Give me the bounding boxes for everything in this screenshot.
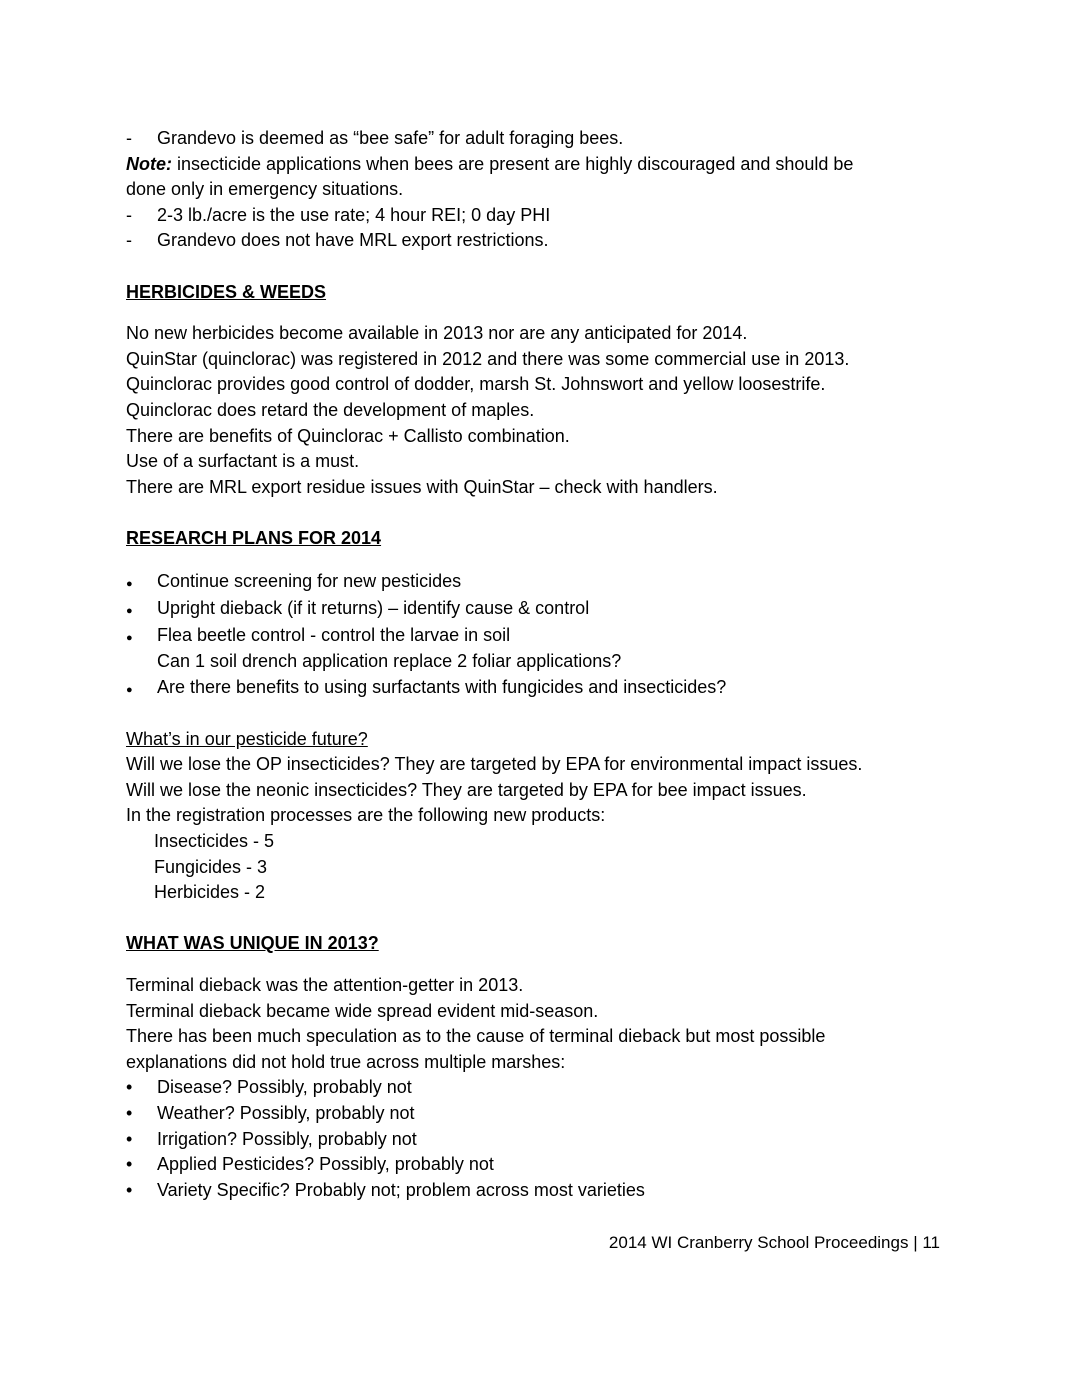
unique-item bbox=[126, 1101, 926, 1127]
mrl-item bbox=[126, 228, 926, 254]
herbicides-line: Quinclorac provides good control of dodder, marsh St. Johnswort and yellow loosestrife. bbox=[126, 374, 826, 395]
bullet-marker: • bbox=[126, 1179, 133, 1200]
herbicides-line: There are benefits of Quinclorac + Callisto combination. bbox=[126, 425, 570, 446]
dash-marker: - bbox=[126, 128, 132, 148]
research-item-text: Upright dieback (if it returns) – identify cause & control bbox=[157, 597, 590, 618]
research-item-continuation: Can 1 soil drench application replace 2 foliar applications? bbox=[157, 650, 622, 671]
bullet-marker: • bbox=[126, 1103, 133, 1123]
bullet-marker: • bbox=[126, 1128, 133, 1149]
research-item bbox=[126, 622, 926, 649]
future-line: Will we lose the neonic insecticides? They are targeted by EPA for bee impact issues. bbox=[126, 779, 807, 800]
bee-safe-text: Grandevo is deemed as “bee safe” for adult foraging bees. bbox=[157, 128, 624, 148]
future-line: Will we lose the OP insecticides? They are targeted by EPA for environmental impact issues. bbox=[126, 754, 863, 775]
bullet-marker: ● bbox=[126, 577, 133, 590]
product-count: Fungicides - 3 bbox=[154, 856, 268, 877]
research-item-text: Flea beetle control - control the larvae in soil bbox=[157, 624, 511, 645]
footer-separator: | bbox=[908, 1233, 923, 1252]
research-heading: RESEARCH PLANS FOR 2014 bbox=[126, 527, 382, 548]
unique-item bbox=[126, 1127, 926, 1153]
bullet-marker: ● bbox=[126, 684, 133, 697]
dash-marker: - bbox=[126, 204, 132, 225]
note-text: insecticide applications when bees are present are highly discouraged and should be bbox=[172, 153, 854, 174]
unique-line: Terminal dieback became wide spread evident mid-season. bbox=[126, 1000, 599, 1021]
research-item-text: Continue screening for new pesticides bbox=[157, 570, 462, 591]
unique-item bbox=[126, 1152, 926, 1178]
unique-line: explanations did not hold true across multiple marshes: bbox=[126, 1051, 566, 1072]
unique-item bbox=[126, 1075, 926, 1101]
research-item bbox=[126, 568, 926, 595]
mrl-text: Grandevo does not have MRL export restrictions. bbox=[157, 230, 549, 251]
dash-marker: - bbox=[126, 230, 132, 251]
bee-safe-item bbox=[126, 126, 926, 152]
unique-item-text: Disease? Possibly, probably not bbox=[157, 1077, 412, 1098]
footer-title: 2014 WI Cranberry School Proceedings bbox=[608, 1233, 909, 1252]
product-count: Insecticides - 5 bbox=[154, 831, 275, 852]
unique-line: There has been much speculation as to the cause of terminal dieback but most possible bbox=[126, 1026, 826, 1047]
herbicides-line: Quinclorac does retard the development of maples. bbox=[126, 399, 535, 420]
product-count: Herbicides - 2 bbox=[154, 882, 266, 903]
bullet-marker: ● bbox=[126, 604, 133, 617]
herbicides-heading: HERBICIDES & WEEDS bbox=[126, 281, 327, 302]
unique-line: Terminal dieback was the attention-getter in 2013. bbox=[126, 975, 524, 996]
unique-item-text: Applied Pesticides? Possibly, probably not bbox=[157, 1154, 494, 1175]
herbicides-line: There are MRL export residue issues with QuinStar – check with handlers. bbox=[126, 476, 718, 497]
bullet-marker: • bbox=[126, 1154, 133, 1175]
unique-item-text: Weather? Possibly, probably not bbox=[157, 1103, 415, 1123]
page-footer bbox=[600, 1230, 940, 1256]
research-item bbox=[126, 674, 926, 701]
herbicides-line: No new herbicides become available in 2013 nor are any anticipated for 2014. bbox=[126, 323, 748, 344]
herbicides-line: Use of a surfactant is a must. bbox=[126, 451, 360, 472]
page-number: 11 bbox=[922, 1233, 940, 1252]
herbicides-line: QuinStar (quinclorac) was registered in 2012 and there was some commercial use in 2013. bbox=[126, 348, 850, 369]
note-line-continued: done only in emergency situations. bbox=[126, 179, 404, 200]
unique-heading: WHAT WAS UNIQUE IN 2013? bbox=[126, 933, 379, 954]
unique-item-text: Irrigation? Possibly, probably not bbox=[157, 1128, 417, 1149]
future-line: In the registration processes are the following new products: bbox=[126, 805, 606, 826]
future-heading: What’s in our pesticide future? bbox=[126, 728, 368, 749]
unique-item-text: Variety Specific? Probably not; problem across most varieties bbox=[157, 1179, 645, 1200]
bullet-marker: • bbox=[126, 1077, 133, 1098]
note-line bbox=[126, 152, 926, 178]
research-item-text: Are there benefits to using surfactants with fungicides and insecticides? bbox=[157, 677, 727, 698]
unique-item bbox=[126, 1178, 926, 1204]
bullet-marker: ● bbox=[126, 631, 133, 644]
research-item bbox=[126, 595, 926, 622]
note-label: Note: bbox=[126, 153, 172, 174]
use-rate-item bbox=[126, 203, 926, 229]
document-page bbox=[126, 126, 926, 1203]
use-rate-text: 2-3 lb./acre is the use rate; 4 hour REI; 0 day PHI bbox=[157, 204, 551, 225]
